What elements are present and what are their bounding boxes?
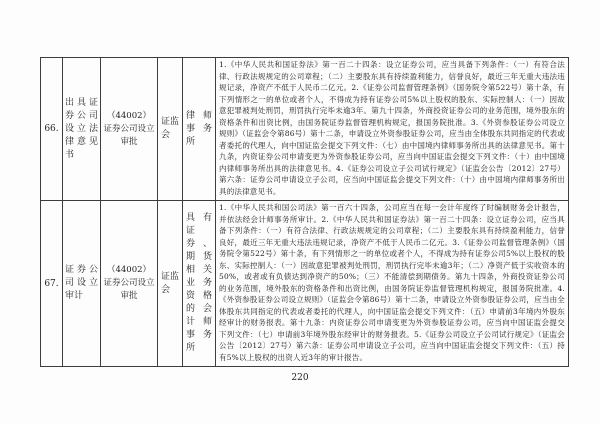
approval-authority: 证监会 — [158, 201, 183, 367]
row-number: 66. — [41, 58, 63, 201]
item-name: 出具证券公司设立法律意见书 — [63, 58, 101, 201]
approval-code: （44002）证券公司设立审批 — [101, 201, 158, 367]
intermediary-type: 律师事务所 — [183, 58, 216, 201]
table-row — [41, 201, 569, 367]
page-number: 220 — [291, 373, 309, 383]
legal-basis-text: 1.《中华人民共和国证券法》第一百二十四条：设立证券公司，应当具备下列条件：（一）有符合法律、行政法规规定的公司章程；（二）主要股东具有持续盈利能力，信誉良好，最近三年无重大违法违规记录，净资产不低于人民币二亿元。2.《证券公司监督管理条例》（国务院令第522号）第十条，有下列情形之一的单位或者个人，不得成为持有证券公司5%以上股权的股东、实际控制人：（一）因故意犯罪被判处刑罚，刑罚执行完毕未逾3年。第九十四条，外商投资证券公司的业务范围，境外股东的资格条件和出资比例，由国务院证券监督管理机构规定，报国务院批准。3.《外资参股证券公司设立规则》（证监会令第86号）第十二条，申请设立外资参股证券公司，应当由全体股东共同指定的代表或者委托的代理人，向中国证监会提交下列文件：（七）由中国境内律师事务所出具的法律意见书。第十九条，内资证券公司申请变更为外资参股证券公司，应当向中国证监会提交下列文件：（十）由中国境内律师事务所出具的法律意见书。4.《证券公司设立子公司试行规定》（证监会公告〔2012〕27号）第六条：证券公司申请设立子公司，应当向中国证监会提交下列文件：（十）由中国境内律师事务所出具的法律意见书。 — [216, 58, 569, 201]
approval-authority: 证监会 — [158, 58, 183, 201]
legal-basis-text: 1.《中华人民共和国公司法》第一百六十四条，公司应当在每一会计年度终了时编制财务会计报告，并依法经会计师事务所审计。2.《中华人民共和国证券法》第一百二十四条：设立证券公司，应当具备下列条件：（一）有符合法律、行政法规规定的公司章程；（二）主要股东具有持续盈利能力，信誉良好，最近三年无重大违法违规记录，净资产不低于人民币二亿元。3.《证券公司监督管理条例》（国务院令第522号）第十条，有下列情形之一的单位或者个人，不得成为持有证券公司5%以上股权的股东、实际控制人：（一）因故意犯罪被判处刑罚，刑罚执行完毕未逾3年；（二）净资产低于实收资本的50%，或者或有负债达到净资产的50%；（三）不能清偿到期债务。第九十四条，外商投资证券公司的业务范围，境外股东的资格条件和出资比例，由国务院证券监督管理机构规定，报国务院批准。4.《外资参股证券公司设立规则》（证监会令第86号）第十二条，申请设立外资参股证券公司，应当由全体股东共同指定的代表或者委托的代理人，向中国证监会提交下列文件：（五）申请前3年境内外股东经审计的财务报表。第十九条：内资证券公司申请变更为外资参股证券公司，应当向中国证监会提交下列文件：（七）申请前3年境外股东经审计的财务报表。5.《证券公司设立子公司试行规定》（证监会公告〔2012〕27号）第六条：证券公司申请设立子公司，应当向中国证监会提交下列文件：（五）持有5%以上股权的出资人近3年的审计报告。 — [216, 201, 569, 367]
table-row — [41, 58, 569, 201]
item-name: 证券公司设立审计 — [63, 201, 101, 367]
approval-items-table — [40, 57, 569, 367]
intermediary-type: 具有证券、期货相关业务资格的会计师事务所 — [183, 201, 216, 367]
row-number: 67. — [41, 201, 63, 367]
approval-code: （44002）证券公司设立审批 — [101, 58, 158, 201]
